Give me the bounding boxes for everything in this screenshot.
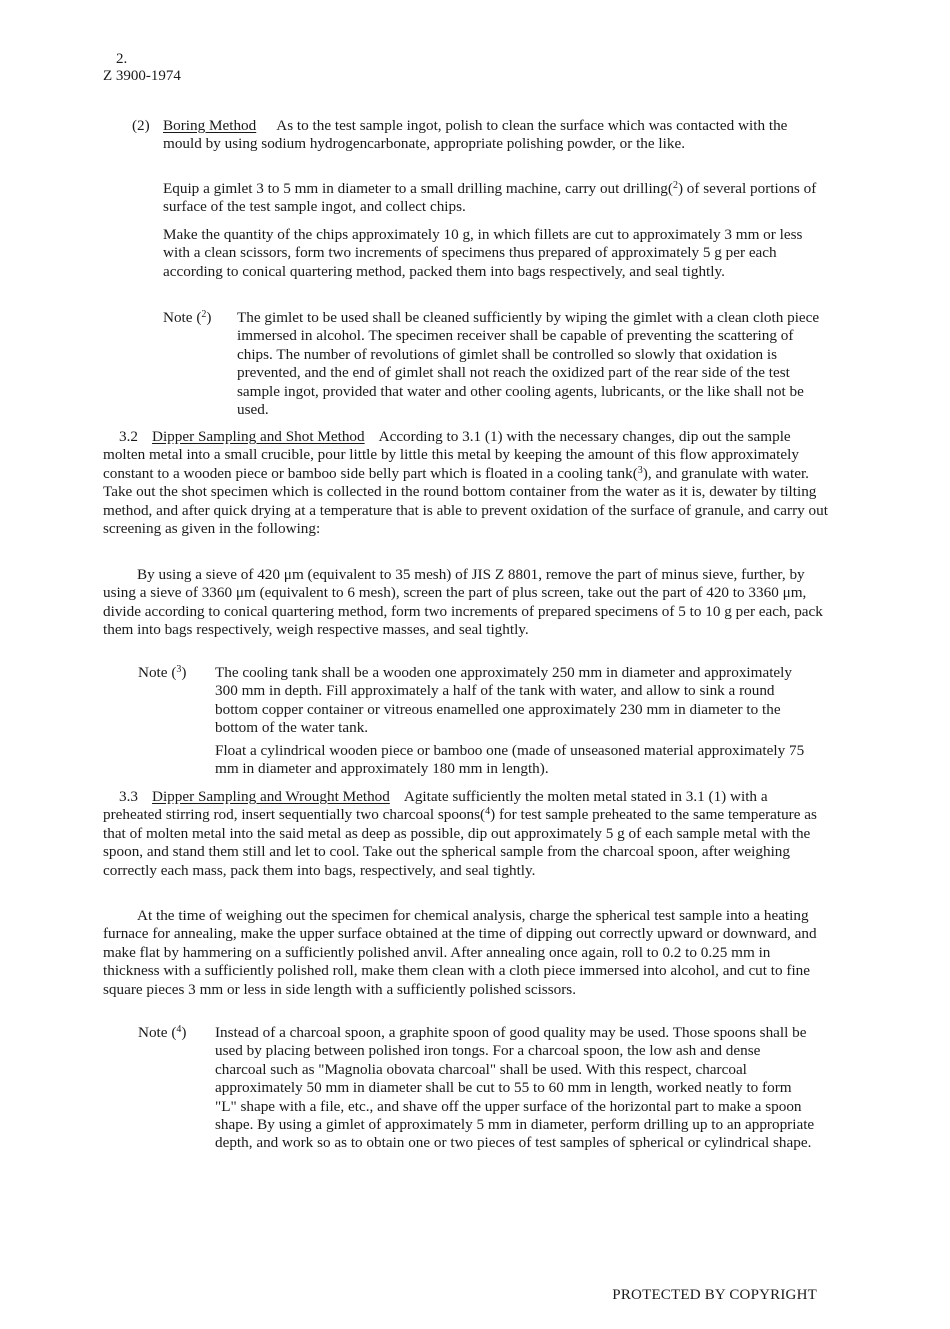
boring-number: (2): [132, 117, 150, 134]
boring-title: Boring Method: [163, 117, 257, 134]
footnote-ref-3: 3: [637, 464, 643, 476]
footnote-ref-2: 2: [672, 180, 678, 191]
note-3-label: Note ($^3$): [138, 664, 187, 681]
section-3-2-paragraph: 3.2 Dipper Sampling and Shot Method According to 3.1 (1) with the necessary changes, dip out the sample molten metal into a small crucible, pour little by little this metal by keeping the amount of this flow approximately constant to a wooden piece or bamboo side belly part which is floated in a cooling tank($^3$), and granulate with water. Take out the shot specimen which is collected in the round bottom container from the water as it is, dewater by tilting method, and after quick drying at a temperature that is able to prevent oxidation of the surface of granule, and carry out screening as given in the following:: [103, 428, 828, 538]
note-2-label: Note ($^2$): [163, 309, 212, 326]
note-2-text: The gimlet to be used shall be cleaned sufficiently by wiping the gimlet with a clean cloth piece immersed in alcohol. The specimen receiver shall be capable of preventing the scattering of chips. The number of revolutions of gimlet shall be controlled so slowly that oxidation is prevented, and the end of gimlet shall not reach the oxidized part of the rear side of the test sample ingot, provided that water and other cooling agents, lubricants, or the like shall not be used.: [237, 309, 820, 419]
section-3-3-number: 3.3: [119, 788, 138, 805]
section-3-3-annealing-paragraph: At the time of weighing out the specimen for chemical analysis, charge the spherical test sample into a heating furnace for annealing, make the upper surface obtained at the time of dipping out correctly upward or downward, and make flat by hammering on a sufficiently polished anvil. After annealing once again, roll to 0.2 to 0.25 mm in thickness with a sufficiently polished roll, make them clean with a cloth piece immersed into alcohol, and cut to fine square pieces 3 mm or less in side length with a sufficiently polished scissors.: [103, 907, 817, 998]
note-4-label: Note ($^4$): [138, 1024, 187, 1041]
note-4-text: Instead of a charcoal spoon, a graphite spoon of good quality may be used. Those spoons shall be used by placing between polished iron tongs. For a charcoal spoon, the low ash and dense charcoal such as "Magnolia obovata charcoal" shall be used. With this respect, charcoal approximately 50 mm in diameter shall be cut to 55 to 60 mm in length, worked neatly to form "L" shape with a file, etc., and shave off the upper surface of the horizontal part to make a spoon shape. By using a gimlet of approximately 5 mm in diameter, perform drilling up to an appropriate depth, and work so as to obtain one or two pieces of test samples of spherical or cylindrical shape.: [215, 1024, 815, 1152]
copyright-footer: PROTECTED BY COPYRIGHT: [612, 1287, 817, 1303]
standard-id: Z 3900-1974: [103, 68, 181, 84]
note-3-text-2: Float a cylindrical wooden piece or bamboo one (made of unseasoned material approximately 75 mm in diameter and approximately 180 mm in length).: [215, 742, 805, 778]
section-3-2-sieve-paragraph: By using a sieve of 420 μm (equivalent to 35 mesh) of JIS Z 8801, remove the part of minus sieve, further, by using a sieve of 3360 μm (equivalent to 6 mesh), screen the part of plus screen, take out the part of 420 to 3360 μm, divide according to conical quartering method, form two increments of prepared specimens of 5 to 10 g per each, pack them into bags respectively, weigh respective masses, and seal tightly.: [103, 566, 823, 639]
boring-drilling-paragraph: Equip a gimlet 3 to 5 mm in diameter to a small drilling machine, carry out drilling($^2$) of several portions of surface of the test sample ingot, and collect chips.: [163, 180, 817, 216]
boring-intro-text: As to the test sample ingot, polish to clean the surface which was contacted with the mould by using sodium hydrogencarbonate, appropriate polishing powder, or the like.: [163, 117, 788, 153]
footnote-ref-4: 4: [485, 806, 491, 818]
section-3-3-title: Dipper Sampling and Wrought Method: [151, 788, 390, 805]
page-number: 2.: [116, 51, 128, 67]
section-3-3-paragraph: 3.3 Dipper Sampling and Wrought Method Agitate sufficiently the molten metal stated in 3.1 (1) with a preheated stirring rod, insert sequentially two charcoal spoons($^4$) for test sample preheated to the same temperature as that of molten metal into the said metal as deep as possible, dip out approximately 5 g of each sample metal with the spoon, and stand them still and let to cool. Take out the spherical sample from the charcoal spoon, after weighing correctly each mass, pack them into bags, respectively, and seal tightly.: [103, 788, 817, 879]
section-3-2-title: Dipper Sampling and Shot Method: [151, 428, 365, 445]
section-3-2-number: 3.2: [119, 428, 138, 445]
boring-chips-paragraph: Make the quantity of the chips approximately 10 g, in which fillets are cut to approximately 3 mm or less with a clean scissors, form two increments of specimens thus prepared of approximately 5 g per each according to conical quartering method, packed them into bags respectively, and seal tightly.: [163, 226, 803, 280]
boring-intro-paragraph: [163, 117, 828, 154]
note-3-text-1: The cooling tank shall be a wooden one approximately 250 mm in diameter and approximately 300 mm in depth. Fill approximately a half of the tank with water, and allow to sink a round bottom copper container or vitreous enamelled one approximately 230 mm in diameter to the bottom of the water tank.: [215, 664, 792, 737]
